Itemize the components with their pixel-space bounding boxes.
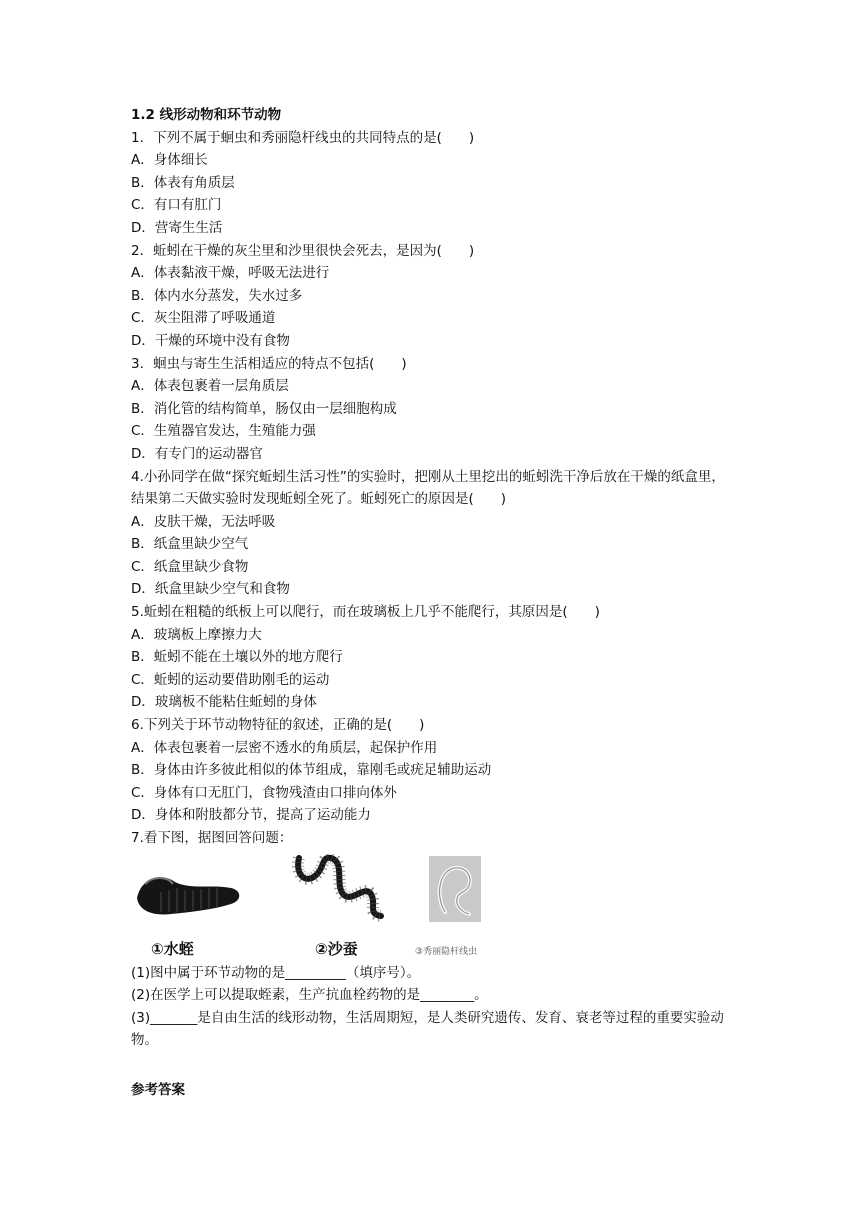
option-line: D．有专门的运动器官 bbox=[131, 445, 263, 462]
option-line: B．蚯蚓不能在土壤以外的地方爬行 bbox=[131, 649, 343, 666]
question-line: 6.下列关于环节动物特征的叙述，正确的是( ) bbox=[131, 717, 425, 734]
question-line: 2．蚯蚓在干燥的灰尘里和沙里很快会死去，是因为( ) bbox=[131, 242, 475, 259]
option-line: D．营寄生生活 bbox=[131, 219, 223, 236]
question-block-1-3 bbox=[131, 127, 731, 466]
nematode-image bbox=[415, 854, 505, 960]
option-line: B．体表有角质层 bbox=[131, 174, 235, 191]
option-line: C．蚯蚓的运动要借助刚毛的运动 bbox=[131, 671, 330, 688]
option-line: B．体内水分蒸发，失水过多 bbox=[131, 287, 303, 304]
option-line: A．体表黏液干燥，呼吸无法进行 bbox=[131, 265, 330, 282]
option-line: C．纸盒里缺少食物 bbox=[131, 558, 249, 575]
question-line: 5.蚯蚓在粗糙的纸板上可以爬行，而在玻璃板上几乎不能爬行，其原因是( ) bbox=[131, 604, 600, 621]
option-line: B．纸盒里缺少空气 bbox=[131, 536, 249, 553]
option-line: A．玻璃板上摩擦力大 bbox=[131, 626, 262, 643]
ragworm-image bbox=[291, 854, 391, 960]
option-line: B．消化管的结构简单，肠仅由一层细胞构成 bbox=[131, 400, 397, 417]
document-page bbox=[131, 104, 731, 1098]
sub-question-line: (1)图中属于环节动物的是_________（填序号）。 bbox=[131, 964, 421, 981]
question-line: 1．下列不属于蛔虫和秀丽隐杆线虫的共同特点的是( ) bbox=[131, 129, 475, 146]
section-title: 1.2 线形动物和环节动物 bbox=[131, 107, 282, 123]
option-line: A．皮肤干燥，无法呼吸 bbox=[131, 513, 276, 530]
option-line: D．纸盒里缺少空气和食物 bbox=[131, 581, 290, 598]
option-line: C．灰尘阻滞了呼吸通道 bbox=[131, 310, 276, 327]
option-line: D．玻璃板不能粘住蚯蚓的身体 bbox=[131, 694, 317, 711]
question-block-4-7 bbox=[131, 511, 731, 850]
sub-question-line: (2)在医学上可以提取蛭素，生产抗血栓药物的是________。 bbox=[131, 987, 488, 1004]
option-line: C．生殖器官发达，生殖能力强 bbox=[131, 423, 316, 440]
option-line: A．体表包裹着一层密不透水的角质层，起保护作用 bbox=[131, 739, 438, 756]
sub-question-3: (3)_______是自由生活的线形动物，生活周期短，是人类研究遗传、发育、衰老等过程的重要实验动物。 bbox=[131, 1009, 724, 1049]
option-line: B．身体由许多彼此相似的体节组成，靠刚毛或疣足辅助运动 bbox=[131, 762, 492, 779]
question-line: 3．蛔虫与寄生生活相适应的特点不包括( ) bbox=[131, 355, 407, 372]
figure-caption-leech: ①水蛭 bbox=[151, 939, 194, 958]
answer-heading: 参考答案 bbox=[131, 1081, 185, 1098]
leech-image bbox=[131, 854, 243, 960]
figure-caption-nematode: ③秀丽隐杆线虫 bbox=[415, 946, 478, 957]
option-line: C．有口有肛门 bbox=[131, 197, 222, 214]
question-4-stem: 4.小孙同学在做“探究蚯蚓生活习性”的实验时，把刚从土里挖出的蚯蚓洗干净后放在干燥的纸盒里，结果第二天做实验时发现蚯蚓全死了。蚯蚓死亡的原因是( ) bbox=[131, 468, 725, 508]
option-line: D．身体和附肢都分节，提高了运动能力 bbox=[131, 807, 371, 824]
option-line: C．身体有口无肛门，食物残渣由口排向体外 bbox=[131, 784, 397, 801]
figure-caption-ragworm: ②沙蚕 bbox=[315, 939, 358, 958]
question-line: 7.看下图，据图回答问题： bbox=[131, 830, 293, 846]
option-line: D．干燥的环境中没有食物 bbox=[131, 332, 290, 349]
option-line: A．身体细长 bbox=[131, 152, 208, 169]
animal-figure bbox=[131, 854, 731, 960]
option-line: A．体表包裹着一层角质层 bbox=[131, 378, 289, 395]
